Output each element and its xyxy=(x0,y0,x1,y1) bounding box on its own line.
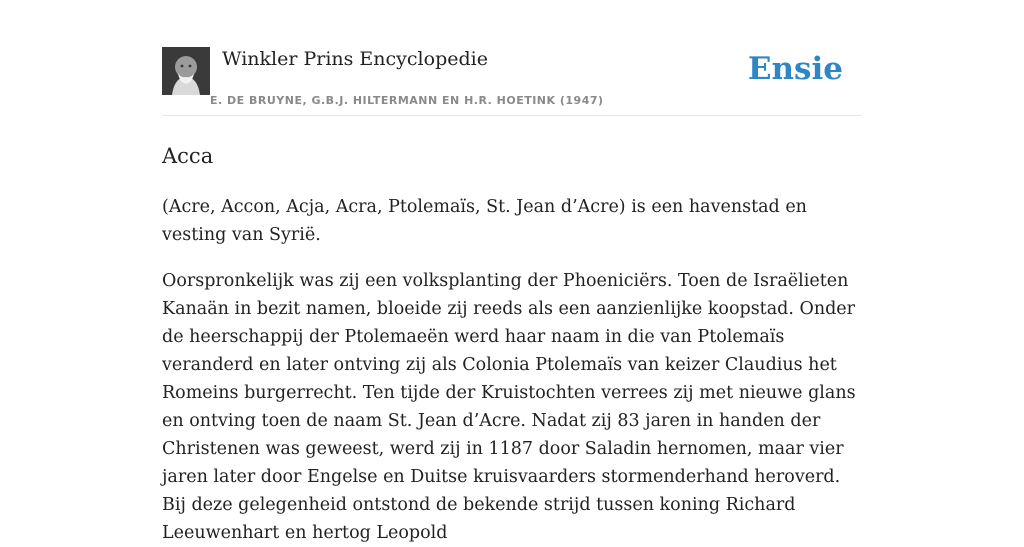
header xyxy=(162,46,862,116)
publication-authors: E. DE BRUYNE, G.B.J. HILTERMANN EN H.R. HOETINK (1947) xyxy=(210,94,604,107)
entry-title: Acca xyxy=(162,144,214,168)
author-portrait-icon xyxy=(162,47,210,95)
brand-logo[interactable]: Ensie xyxy=(747,51,843,87)
page xyxy=(162,0,862,547)
article-paragraph: (Acre, Accon, Acja, Acra, Ptolemaïs, St. Jean d’Acre) is een havenstad en vesting van Syrië. xyxy=(162,197,807,245)
article-paragraph: Oorspronkelijk was zij een volksplanting der Phoeniciërs. Toen de Israëlieten Kanaän in bezit namen, bloeide zij reeds als een aanzienlijke koopstad. Onder de heerschappij der Ptolemaeën werd haar naam in die van Ptolemaïs veranderd en later ontving zij als Colonia Ptolemaïs van keizer Claudius het Romeins burgerrecht. Ten tijde der Kruistochten verrees zij met nieuwe glans en ontving toen de naam St. Jean d’Acre. Nadat zij 83 jaren in handen der Christenen was geweest, werd zij in 1187 door Saladin hernomen, maar vier jaren later door Engelse en Duitse kruisvaarders stormenderhand heroverd. Bij deze gelegenheid ontstond de bekende strijd tussen koning Richard Leeuwenhart en hertog Leopold xyxy=(162,271,856,543)
publication-title[interactable]: Winkler Prins Encyclopedie xyxy=(222,48,488,70)
author-avatar[interactable] xyxy=(162,47,210,95)
